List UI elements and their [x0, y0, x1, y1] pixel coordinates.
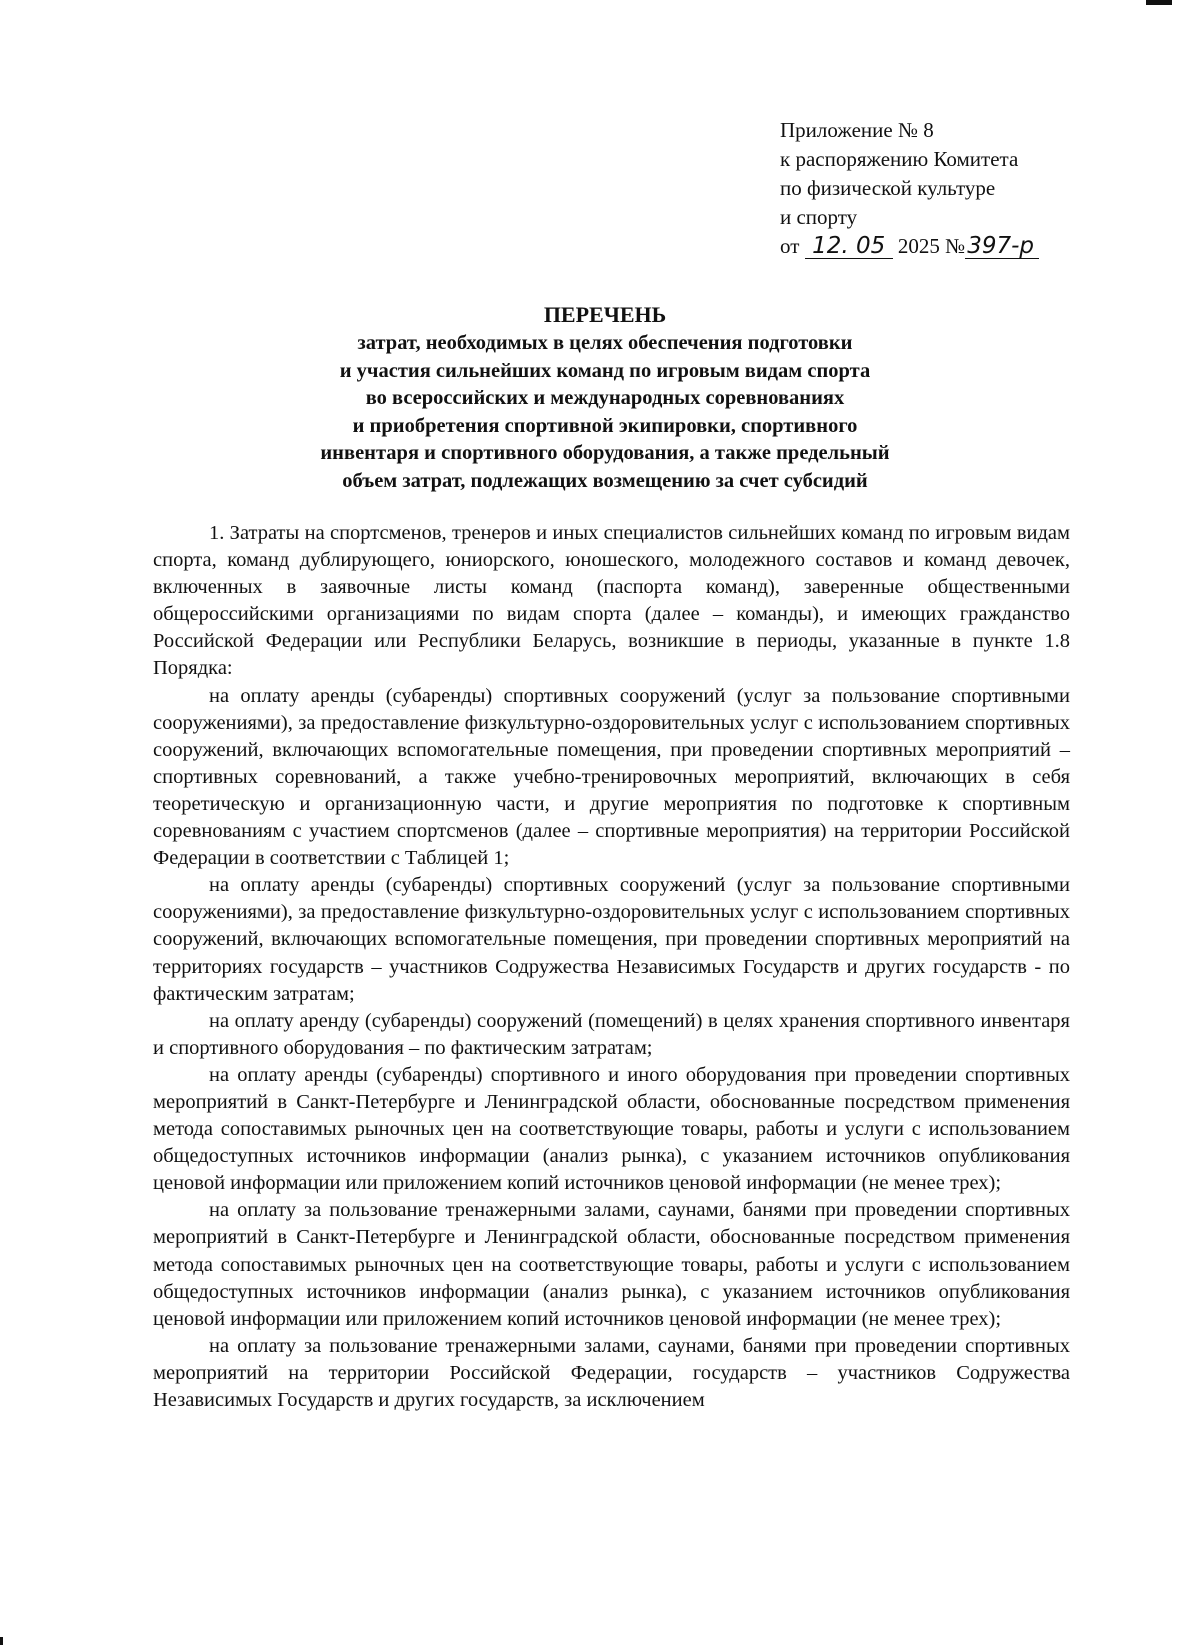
scan-edge-dot: [0, 1637, 3, 1645]
title-line: и приобретения спортивной экипировки, спортивного: [352, 414, 858, 437]
document-title: [150, 300, 1060, 495]
from-label: от: [780, 234, 800, 258]
paragraph-gyms-other: на оплату за пользование тренажерными залами, саунами, банями при проведении спортивных мероприятий на территории Российской Федерации, государств – участников Содружества Независимых Государств и других государств, за исключением: [153, 1334, 1070, 1411]
appendix-ref-committee: к распоряжению Комитета: [780, 147, 1019, 171]
title-line: затрат, необходимых в целях обеспечения подготовки: [357, 332, 853, 354]
title-line: инвентаря и спортивного оборудования, а также предельный: [320, 442, 890, 464]
appendix-date-line: [780, 232, 1039, 261]
paragraph-rent-russia: на оплату аренды (субаренды) спортивных сооружений (услуг за пользование спортивными сооружениями), за предоставление физкультурно-оздоровительных услуг с использованием спортивных сооружений, включающих вспомогательные помещения, при проведении спортивных мероприятий – спортивных соревнований, а также учебно-тренировочных мероприятий, включающих в себя теоретическую и организационную части, и другие мероприятия по подготовке к спортивным соревнованиям с участием спортсменов (далее – спортивные мероприятия) на территории Российской Федерации в соответствии с Таблицей 1;: [153, 684, 1070, 870]
paragraph-rent-cis: на оплату аренды (субаренды) спортивных сооружений (услуг за пользование спортивными сооружениями), за предоставление физкультурно-оздоровительных услуг с использованием спортивных сооружений, включающих вспомогательные помещения, при проведении спортивных мероприятий на территориях государств – участников Содружества Независимых Государств и других государств - по фактическим затратам;: [153, 874, 1070, 1005]
appendix-ref-sport: и спорту: [780, 205, 858, 229]
appendix-number: Приложение № 8: [780, 118, 934, 142]
paragraph-gyms-spb: на оплату за пользование тренажерными залами, саунами, банями при проведении спортивных мероприятий в Санкт-Петербурге и Ленинградской области, обоснованные посредством применения метода сопоставимых рыночных цен на соответствующие товары, работы и услуги с использованием общедоступных источников информации (анализ рынка), с указанием источников опубликования ценовой информации или приложением копий источников ценовой информации (не менее трех);: [153, 1199, 1070, 1330]
number-label: №: [945, 234, 966, 258]
handwritten-date: 12. 05: [805, 234, 893, 259]
appendix-header: [780, 116, 1039, 261]
paragraph-costs-intro: 1. Затраты на спортсменов, тренеров и иных специалистов сильнейших команд по игровым видам спорта, команд дублирующего, юниорского, юношеского, молодежного составов и команд девочек, включенных в заявочные листы команд (паспорта команд), заверенные общественными общероссийскими организациями по видам спорта (далее – команды), и имеющих гражданство Российской Федерации или Республики Беларусь, возникшие в периоды, указанные в пункте 1.8 Порядка:: [153, 522, 1070, 680]
title-line: во всероссийских и международных соревнованиях: [365, 387, 845, 409]
title-main: ПЕРЕЧЕНЬ: [543, 302, 667, 327]
paragraph-storage: на оплату аренду (субаренды) сооружений (помещений) в целях хранения спортивного инвентаря и спортивного оборудования – по фактическим затратам;: [153, 1009, 1070, 1059]
year: 2025: [897, 234, 940, 258]
document-body: [153, 520, 1070, 1414]
appendix-ref-culture: по физической культуре: [780, 176, 996, 200]
title-line: и участия сильнейших команд по игровым видам спорта: [339, 359, 871, 382]
paragraph-equipment-rent: на оплату аренды (субаренды) спортивного и иного оборудования при проведении спортивных мероприятий в Санкт-Петербурге и Ленинградской области, обоснованные посредством применения метода сопоставимых рыночных цен на соответствующие товары, работы и услуги с использованием общедоступных источников информации (анализ рынка), с указанием источников опубликования ценовой информации или приложением копий источников ценовой информации (не менее трех);: [153, 1063, 1070, 1195]
title-line: объем затрат, подлежащих возмещению за счет субсидий: [342, 469, 868, 492]
scan-edge-mark: [1146, 0, 1172, 5]
handwritten-number: 397-р: [965, 234, 1039, 259]
